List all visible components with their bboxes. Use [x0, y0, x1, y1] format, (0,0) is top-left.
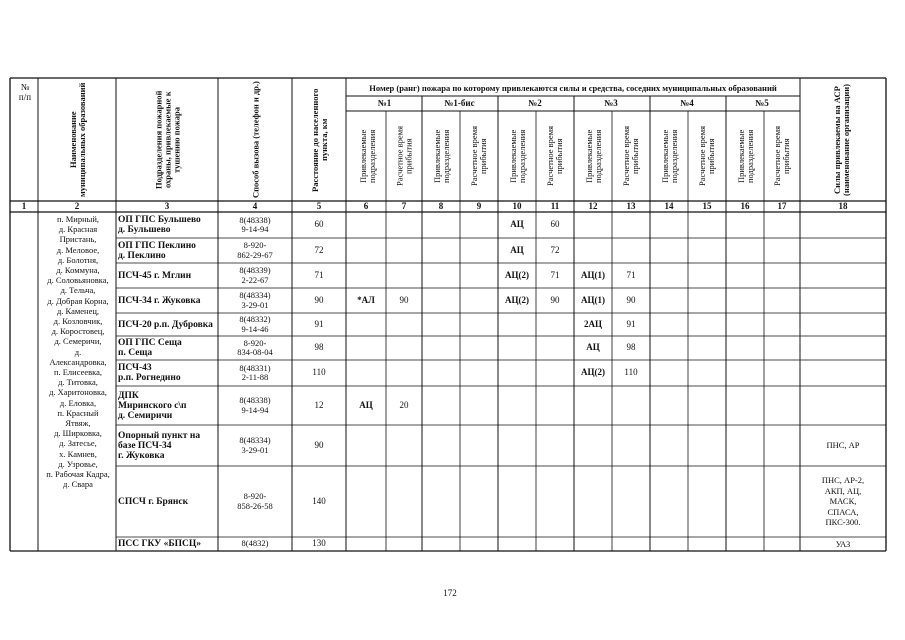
sub-attract-r1bis: Привлекаемые подразделения	[432, 129, 451, 183]
cell-rank3-unit	[576, 466, 610, 537]
cell-rank3-unit	[576, 386, 610, 425]
cell-rank2-time: 71	[550, 269, 560, 280]
cell-call: 8(48338) 9-14-94	[239, 395, 271, 415]
column-number-11: 11	[550, 201, 560, 211]
header-rank-title: Номер (ранг) пожара по которому привлекаются силы и средства, соседних муниципальных образований	[369, 82, 777, 93]
cell-asr-forces	[802, 336, 884, 360]
cell-rank1bis-unit	[424, 537, 458, 551]
cell-rank1-unit	[348, 360, 384, 386]
cell-unit: ОП ГПС Сеща п. Сеща	[118, 338, 182, 358]
cell-unit: ПСЧ-20 р.п. Дубровка	[118, 319, 213, 330]
cell-rank1-unit	[348, 212, 384, 238]
cell-rank1-unit	[348, 425, 384, 466]
cell-rank1bis-unit	[424, 360, 458, 386]
cell-unit: ОП ГПС Бульшево д. Бульшево	[118, 215, 201, 235]
cell-distance: 110	[312, 367, 326, 378]
cell-rank1bis-unit	[424, 288, 458, 313]
cell-asr-forces	[802, 386, 884, 425]
column-number-7: 7	[401, 201, 407, 211]
sub-attract-r1: Привлекаемые подразделения	[358, 129, 377, 183]
cell-distance: 60	[314, 219, 324, 230]
cell-rank3-time	[614, 212, 648, 238]
cell-rank3-unit: 2АЦ	[584, 318, 602, 329]
cell-rank1-time	[388, 263, 420, 288]
cell-rank1bis-time	[462, 263, 496, 288]
cell-unit: ДПК Миринского с\п д. Семиричи	[118, 390, 187, 421]
cell-rank1-unit	[348, 537, 384, 551]
cell-rank1-time: 90	[399, 294, 409, 305]
cell-rank2-unit: АЦ(2)	[505, 294, 529, 305]
cell-rank1bis-time	[462, 336, 496, 360]
sub-time-r4: Расчетное время прибытия	[697, 126, 716, 186]
cell-asr-forces	[802, 263, 884, 288]
cell-rank2-time: 60	[550, 219, 560, 230]
column-number-5: 5	[316, 201, 322, 211]
cell-rank3-time: 91	[626, 318, 636, 329]
cell-rank1bis-time	[462, 386, 496, 425]
rank-3-label: №3	[604, 98, 618, 108]
cell-rank1-unit	[348, 466, 384, 537]
cell-call: 8(48334) 3-29-01	[239, 435, 271, 455]
cell-rank1-time	[388, 238, 420, 263]
cell-rank1bis-time	[462, 238, 496, 263]
page-number: 172	[443, 588, 457, 598]
rank-1-label: №1	[377, 98, 392, 108]
cell-rank1-time	[388, 336, 420, 360]
cell-rank1-time	[388, 212, 420, 238]
cell-asr-forces	[802, 313, 884, 336]
cell-rank1-unit: АЦ	[359, 399, 373, 410]
cell-rank2-unit	[500, 313, 534, 336]
cell-rank1-time	[388, 466, 420, 537]
rank-4-label: №4	[680, 98, 694, 108]
cell-rank3-unit: АЦ(1)	[581, 294, 605, 305]
cell-rank1bis-time	[462, 537, 496, 551]
cell-distance: 90	[314, 439, 324, 450]
cell-rank1bis-unit	[424, 263, 458, 288]
cell-rank3-unit: АЦ(2)	[581, 367, 605, 378]
cell-rank1bis-time	[462, 466, 496, 537]
sub-time-r1: Расчетное время прибытия	[394, 126, 414, 186]
cell-distance: 90	[314, 294, 324, 305]
cell-rank2-unit	[500, 360, 534, 386]
cell-rank2-time	[538, 360, 572, 386]
cell-rank2-time	[538, 386, 572, 425]
cell-rank2-unit: АЦ	[510, 219, 524, 230]
sub-time-r3: Расчетное время прибытия	[621, 126, 640, 186]
cell-rank1-time	[388, 313, 420, 336]
cell-rank3-unit: АЦ(1)	[581, 269, 605, 280]
cell-rank1bis-unit	[424, 466, 458, 537]
cell-rank3-time: 71	[626, 269, 636, 280]
cell-distance: 12	[314, 399, 324, 410]
municipality-list: п. Мирный, д. Красная Пристань, д. Меловое, д. Болотня, д. Коммуна, д. Соловьяновка, д. Тельча, д. Добрая Корна, д. Каменец, д. Козловчик, д. Коростовец, д. Семеричи, д. Александровка, п. Елисеевка, д. Титовка, д. Харитоновка, д. Еловка, п. Красный Ятвяж, д. Ширковка, д. Затесье, х. Камнев, д. Узровье, п. Рабочая Кадра, д. Свара	[46, 214, 110, 490]
cell-asr-forces: УАЗ	[835, 538, 851, 549]
cell-call: 8(48339) 2-22-67	[239, 265, 271, 285]
rank-5-label: №5	[755, 98, 769, 108]
cell-rank1bis-unit	[424, 313, 458, 336]
cell-rank1bis-unit	[424, 238, 458, 263]
cell-rank3-time	[614, 386, 648, 425]
cell-asr-forces	[802, 288, 884, 313]
sub-attract-r5: Привлекаемые подразделения	[736, 129, 755, 183]
cell-unit: ПСС ГКУ «БПСЦ»	[118, 539, 201, 549]
column-number-1: 1	[21, 201, 27, 211]
column-number-17: 17	[777, 201, 787, 211]
header-distance: Расстояние до населенного пункта, км	[310, 88, 329, 192]
cell-rank3-unit: АЦ	[586, 342, 600, 353]
cell-rank3-unit	[576, 238, 610, 263]
cell-rank1-time	[388, 360, 420, 386]
cell-distance: 130	[312, 538, 326, 549]
cell-call: 8(48334) 3-29-01	[239, 290, 271, 310]
cell-asr-forces	[802, 212, 884, 238]
cell-rank3-time: 98	[626, 342, 636, 353]
cell-rank1bis-time	[462, 360, 496, 386]
cell-rank2-unit	[500, 466, 534, 537]
cell-rank2-unit	[500, 425, 534, 466]
cell-rank2-time	[538, 466, 572, 537]
sub-attract-r3: Привлекаемые подразделения	[584, 129, 603, 183]
cell-rank2-time: 90	[550, 294, 560, 305]
column-number-6: 6	[363, 201, 369, 211]
cell-unit: Опорный пункт на базе ПСЧ-34 г. Жуковка	[118, 430, 201, 461]
cell-rank3-unit	[576, 537, 610, 551]
column-number-3: 3	[164, 201, 170, 211]
column-number-8: 8	[438, 201, 444, 211]
cell-rank1-unit	[348, 313, 384, 336]
cell-rank2-time	[538, 313, 572, 336]
cell-rank1-time: 20	[399, 399, 409, 410]
cell-rank1-time	[388, 425, 420, 466]
cell-rank1bis-time	[462, 313, 496, 336]
cell-rank1bis-unit	[424, 336, 458, 360]
column-number-13: 13	[626, 201, 636, 211]
cell-rank2-time	[538, 425, 572, 466]
cell-rank3-time	[614, 425, 648, 466]
column-number-4: 4	[252, 201, 258, 211]
header-num: № п/п	[18, 82, 32, 102]
cell-asr-forces: ПНС, АР	[826, 440, 860, 451]
cell-rank2-time: 72	[550, 244, 560, 255]
column-number-18: 18	[838, 201, 848, 211]
cell-rank3-unit	[576, 425, 610, 466]
cell-rank2-unit	[500, 336, 534, 360]
cell-rank3-time	[614, 238, 648, 263]
cell-asr-forces: ПНС, АР-2, АКП, АЦ, МАСК, СПАСА, ПКС-300.	[821, 475, 865, 528]
cell-distance: 91	[314, 318, 324, 329]
cell-rank1-time	[388, 537, 420, 551]
cell-call: 8-920- 834-08-04	[237, 337, 273, 357]
header-units: Подразделения пожарной охраны, привлекаемые к тушению пожара	[153, 90, 182, 190]
cell-call: 8(48331) 2-11-88	[239, 362, 271, 382]
cell-rank1-unit: *АЛ	[357, 294, 375, 305]
cell-rank3-unit	[576, 212, 610, 238]
sub-attract-r4: Привлекаемые подразделения	[660, 129, 679, 183]
cell-unit: ПСЧ-34 г. Жуковка	[118, 295, 201, 306]
cell-rank1-unit	[348, 336, 384, 360]
column-number-9: 9	[476, 201, 482, 211]
header-call: Способ вызова (телефон и др.)	[250, 81, 261, 199]
column-number-12: 12	[588, 201, 598, 211]
cell-rank1-unit	[348, 263, 384, 288]
header-municipality: Наименование муниципальных образований	[68, 82, 87, 198]
cell-call: 8-920- 862-29-67	[237, 240, 273, 260]
rank-1bis-label: №1-бис	[444, 98, 475, 108]
cell-call: 8(48332) 9-14-46	[239, 314, 271, 334]
column-number-16: 16	[740, 201, 750, 211]
cell-unit: ПСЧ-45 г. Мглин	[118, 270, 192, 281]
sub-attract-r2: Привлекаемые подразделения	[508, 129, 527, 183]
cell-rank1bis-time	[462, 425, 496, 466]
cell-distance: 72	[314, 244, 324, 255]
cell-call: 8-920- 858-26-58	[237, 491, 273, 511]
cell-rank1bis-time	[462, 288, 496, 313]
cell-call: 8(48338) 9-14-94	[239, 214, 271, 234]
cell-rank3-time	[614, 466, 648, 537]
cell-rank3-time: 90	[626, 294, 636, 305]
sub-time-r1bis: Расчетное время прибытия	[469, 126, 488, 186]
cell-asr-forces	[802, 360, 884, 386]
cell-distance: 71	[314, 269, 324, 280]
header-asr: Силы привлекаемы на АСР (наименование организации)	[832, 84, 851, 196]
sub-time-r5: Расчетное время прибытия	[772, 126, 791, 186]
cell-rank1bis-unit	[424, 212, 458, 238]
cell-rank3-time: 110	[624, 367, 638, 378]
cell-rank2-unit	[500, 537, 534, 551]
cell-rank1bis-unit	[424, 425, 458, 466]
cell-asr-forces	[802, 238, 884, 263]
cell-distance: 98	[314, 342, 324, 353]
cell-call: 8(4832)	[241, 538, 269, 549]
cell-rank1-unit	[348, 238, 384, 263]
column-number-2: 2	[74, 201, 80, 211]
cell-rank2-unit: АЦ	[510, 244, 524, 255]
sub-time-r2: Расчетное время прибытия	[545, 126, 564, 186]
cell-unit: ПСЧ-43 р.п. Рогнедино	[118, 363, 181, 383]
cell-rank1bis-unit	[424, 386, 458, 425]
column-number-14: 14	[664, 201, 674, 211]
cell-rank2-unit: АЦ(2)	[505, 269, 529, 280]
cell-unit: СПСЧ г. Брянск	[118, 496, 189, 507]
cell-distance: 140	[312, 495, 326, 506]
cell-rank3-time	[614, 537, 648, 551]
rank-2-label: №2	[528, 98, 542, 108]
cell-rank2-time	[538, 336, 572, 360]
cell-rank2-unit	[500, 386, 534, 425]
cell-rank2-time	[538, 537, 572, 551]
column-number-10: 10	[512, 201, 522, 211]
column-number-15: 15	[702, 201, 712, 211]
cell-unit: ОП ГПС Пеклино д. Пеклино	[118, 240, 196, 261]
cell-rank1bis-time	[462, 212, 496, 238]
